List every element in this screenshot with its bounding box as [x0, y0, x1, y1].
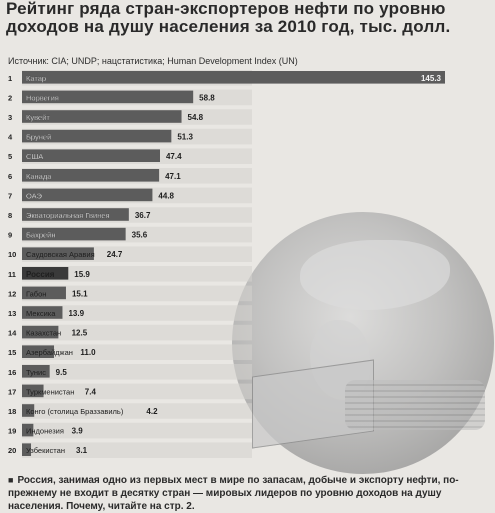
rank-label: 15: [8, 348, 17, 358]
category-label: Узбекистан: [26, 446, 65, 456]
category-label: Туркменистан: [26, 387, 75, 397]
rank-label: 4: [8, 132, 13, 142]
rank-label: 19: [8, 426, 17, 436]
rank-label: 18: [8, 407, 17, 416]
value-label: 35.6: [131, 230, 148, 240]
category-label: Конго (столица Браззавиль): [26, 407, 124, 416]
rank-label: 12: [8, 289, 17, 299]
value-label: 3.1: [76, 446, 88, 456]
value-label: 15.1: [71, 289, 88, 299]
rank-label: 17: [8, 387, 17, 397]
category-label: США: [26, 152, 44, 162]
rank-label: 10: [8, 250, 17, 260]
chart-title: Рейтинг ряда стран-экспортеров нефти по уровню доходов на душу населения за 2010 год, тыс. долл.: [6, 0, 451, 36]
value-label: 3.9: [71, 426, 83, 436]
rank-label: 9: [8, 230, 13, 240]
rank-label: 13: [8, 309, 17, 318]
rank-label: 20: [8, 446, 17, 456]
rank-label: 1: [8, 73, 13, 83]
rank-label: 14: [8, 328, 17, 338]
category-label: Бахрейн: [26, 230, 56, 240]
rank-label: 3: [8, 113, 13, 122]
rank-label: 8: [8, 211, 13, 220]
category-label: Кувейт: [26, 113, 50, 122]
footnote-marker: ■: [8, 475, 14, 485]
category-label: Казахстан: [26, 328, 62, 338]
value-label: 145.3: [420, 73, 441, 83]
category-label: Мексика: [26, 309, 56, 318]
bar-1: [22, 71, 445, 84]
value-label: 47.4: [165, 152, 182, 162]
value-label: 13.9: [68, 309, 85, 318]
value-label: 11.0: [80, 348, 96, 358]
value-label: 51.3: [177, 132, 193, 142]
value-label: 7.4: [84, 387, 96, 397]
value-label: 47.1: [165, 171, 181, 181]
category-label: Тунис: [26, 367, 46, 377]
category-label: ОАЭ: [26, 191, 42, 201]
footnote-text: Россия, занимая одно из первых мест в мире по запасам, добыче и экспорту нефти, по-прежнему не входит в десятку стран — мировых лидеров по уровню доходов на душу населения. Почему, читайте на стр. 2.: [8, 475, 459, 512]
value-label: 58.8: [199, 93, 215, 103]
value-label: 54.8: [187, 113, 204, 122]
rank-label: 16: [8, 367, 17, 377]
value-label: 4.2: [146, 407, 158, 416]
category-label: Габон: [26, 289, 47, 299]
chart-source: Источник: CIA; UNDP; нацстатистика; Human Development Index (UN): [8, 56, 298, 66]
category-label: Индонезия: [26, 426, 64, 436]
value-label: 12.5: [71, 328, 88, 338]
value-label: 24.7: [106, 250, 123, 260]
value-label: 9.5: [55, 367, 67, 377]
rank-label: 7: [8, 191, 13, 201]
category-label: Азербайджан: [26, 348, 73, 358]
category-label: Норвегия: [26, 93, 59, 103]
rank-label: 2: [8, 93, 13, 103]
value-label: 36.7: [134, 211, 151, 220]
footnote: [8, 474, 488, 513]
category-label: Россия: [26, 269, 55, 279]
category-label: Бруней: [26, 132, 52, 142]
rank-label: 6: [8, 171, 13, 181]
category-label: Канада: [26, 171, 52, 181]
rank-label: 11: [8, 269, 16, 279]
value-label: 15.9: [74, 269, 90, 279]
value-label: 44.8: [158, 191, 175, 201]
rank-label: 5: [8, 152, 13, 162]
category-label: Катар: [26, 73, 47, 83]
category-label: Саудовская Аравия: [26, 250, 95, 260]
category-label: Экваториальная Гвинея: [26, 211, 110, 220]
